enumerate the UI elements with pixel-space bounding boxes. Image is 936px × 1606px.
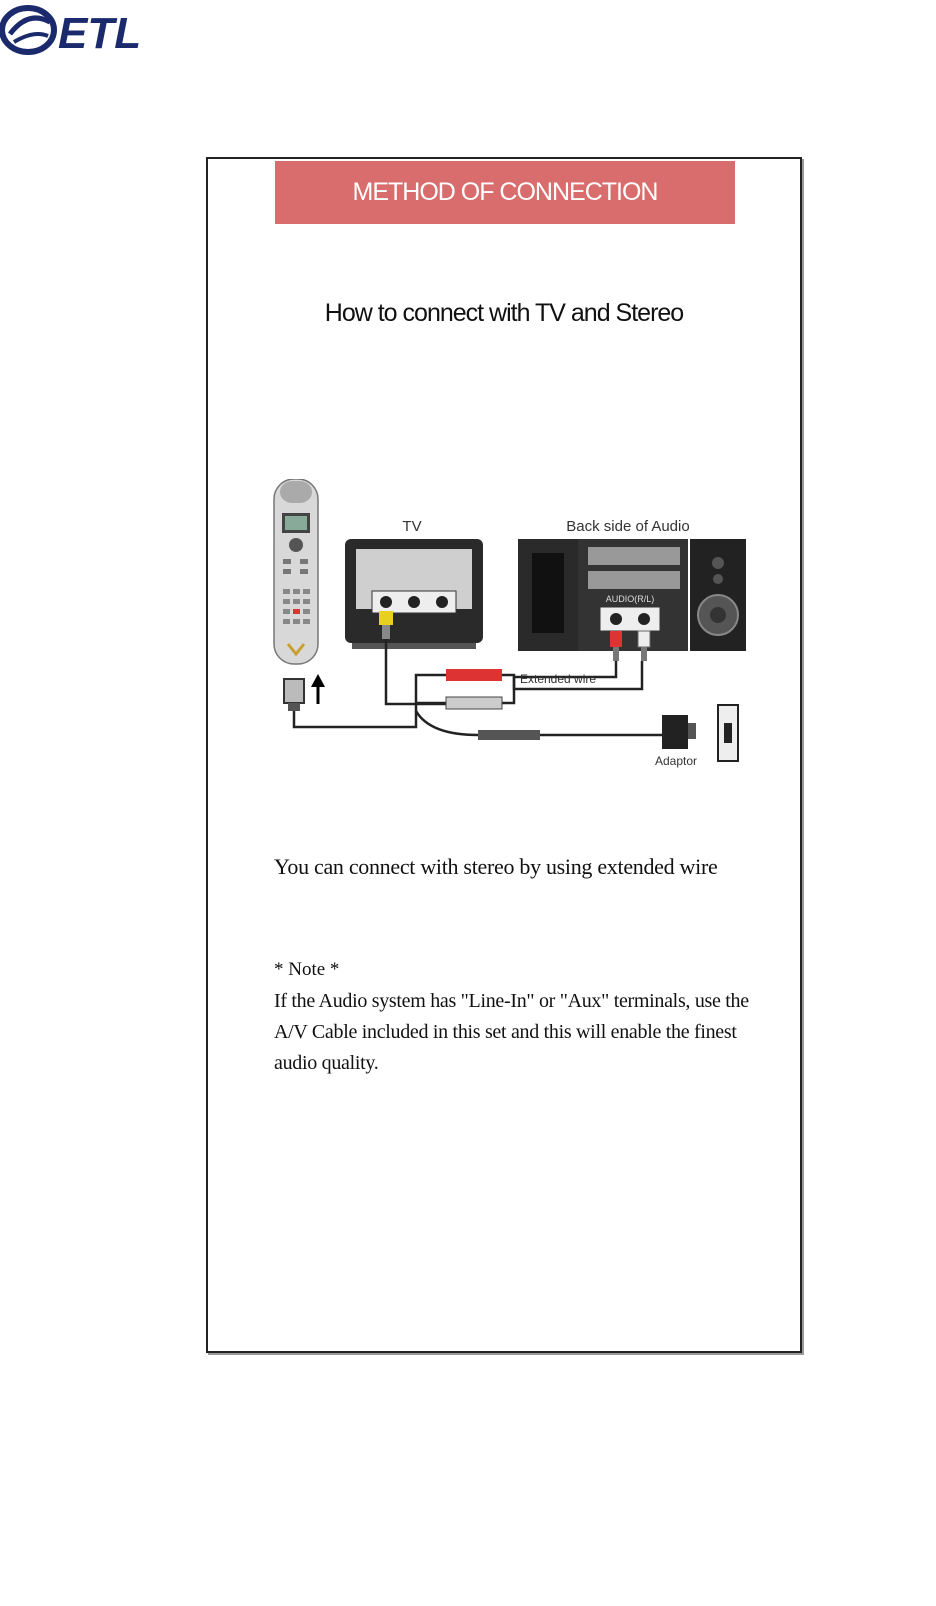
arrow-up-icon	[311, 674, 325, 704]
adaptor-label: Adaptor	[654, 754, 698, 768]
page-subtitle: How to connect with TV and Stereo	[324, 299, 684, 327]
extended-wire-connectors	[446, 669, 502, 709]
connection-diagram	[270, 479, 770, 779]
banner-title: METHOD OF CONNECTION	[352, 178, 658, 206]
tv-icon	[345, 539, 483, 649]
adaptor-icon	[662, 715, 696, 749]
speaker-icon	[690, 539, 746, 651]
extended-wire-label: Extended wire	[520, 672, 597, 686]
note-title: * Note *	[274, 959, 340, 980]
microphone-remote-icon	[274, 479, 318, 664]
jack-icon	[478, 730, 540, 740]
logo-text: ETL	[58, 9, 142, 58]
audio-system-icon	[518, 539, 688, 651]
tv-label: TV	[402, 518, 422, 535]
plug-icon	[284, 679, 304, 711]
audio-panel-label: AUDIO(R/L)	[605, 594, 655, 604]
instruction-page	[206, 157, 802, 1353]
connection-caption: You can connect with stereo by using extended wire	[274, 854, 718, 879]
section-banner	[275, 161, 735, 224]
etl-logo	[0, 0, 170, 60]
audio-label: Back side of Audio	[566, 518, 690, 535]
logo-swirl-icon	[2, 8, 54, 52]
note-body: If the Audio system has "Line-In" or "Aux" terminals, use the A/V Cable included in this set and this will enable the finest audio quality.	[274, 990, 749, 1074]
wall-outlet-icon	[718, 705, 738, 761]
